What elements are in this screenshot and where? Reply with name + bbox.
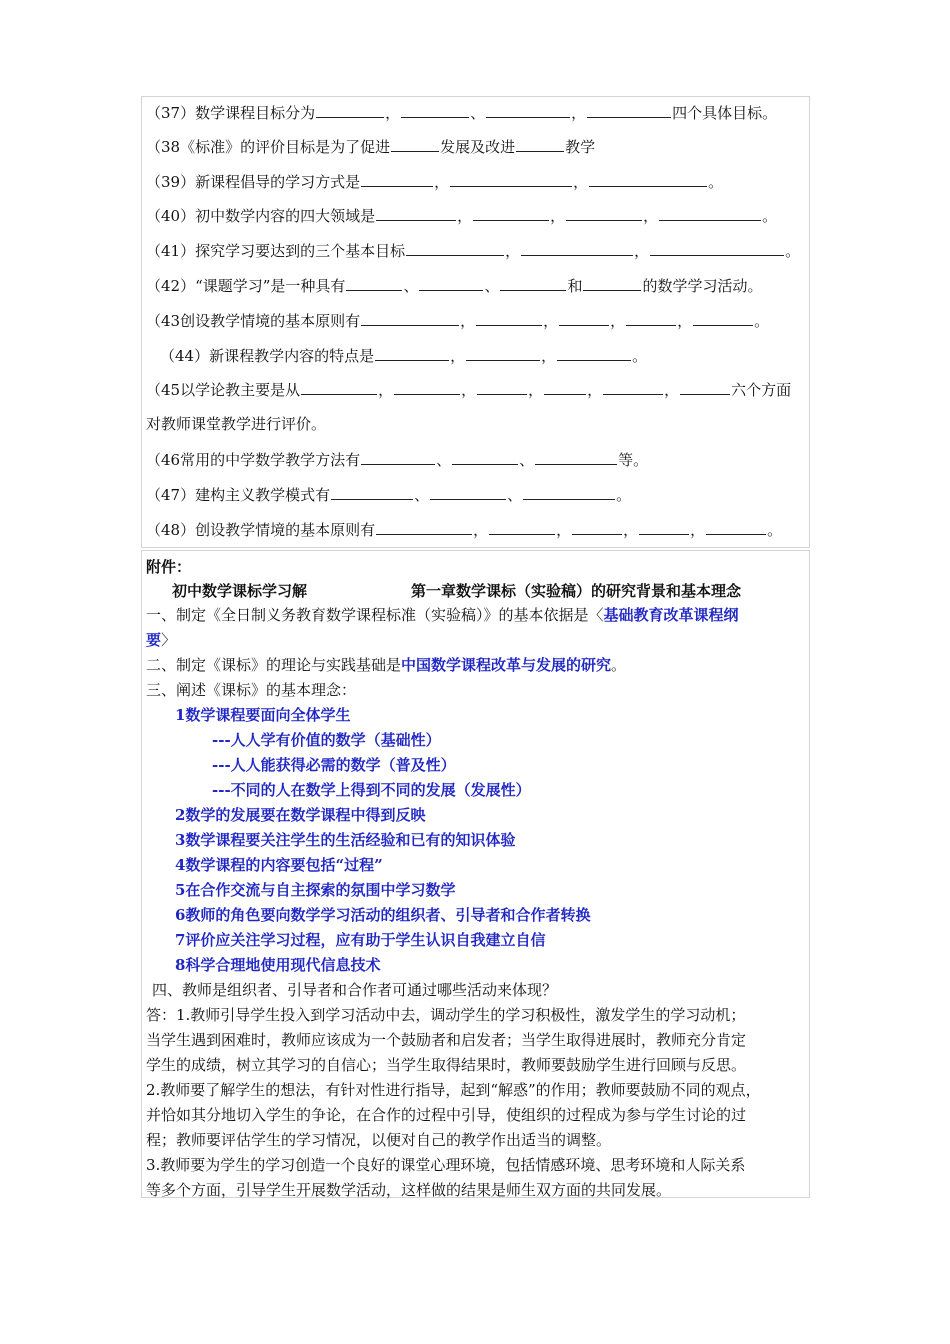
question-text: （45以学论教主要是从 <box>146 381 301 399</box>
answer-blank <box>544 380 586 395</box>
answer-blank <box>572 520 622 535</box>
question-text: 。 <box>632 347 648 365</box>
answer-blank <box>346 276 402 291</box>
idea-5: 5在合作交流与自主探索的氛围中学习数学 <box>175 881 456 899</box>
answer-blank <box>589 172 707 187</box>
answer-line: 学生的成绩，树立其学习的自信心；当学生取得结果时，教师要鼓励学生进行回顾与反思。 <box>146 1056 747 1074</box>
answer-blank <box>639 520 689 535</box>
answer-blank <box>659 206 761 221</box>
item-2-end: 。 <box>611 656 627 674</box>
idea-1-sub-1: ---人人学有价值的数学（基础性） <box>212 731 441 749</box>
question-48 <box>146 520 782 540</box>
answer-blank <box>452 450 518 465</box>
answer-blank <box>430 485 506 500</box>
answer-blank <box>535 450 617 465</box>
item-1-answer-cont: 要 <box>146 631 162 649</box>
question-text: ， <box>664 381 680 399</box>
answer-blank <box>583 276 641 291</box>
question-text: ， <box>505 242 521 260</box>
question-text: ， <box>610 312 626 330</box>
answer-blank <box>394 380 460 395</box>
question-text: ， <box>623 521 639 539</box>
question-38 <box>146 137 595 157</box>
answer-line: 程；教师要评估学生的学习情况，以便对自己的教学作出适当的调整。 <box>146 1131 612 1149</box>
question-text: 。 <box>616 486 632 504</box>
answer-blank <box>477 380 527 395</box>
question-41 <box>146 241 800 261</box>
question-text: 六个方面 <box>731 381 792 399</box>
question-text: （47）建构主义教学模式有 <box>146 486 331 504</box>
question-text: ， <box>556 521 572 539</box>
answer-blank <box>391 137 439 152</box>
answer-blank <box>603 380 663 395</box>
question-text: （42）“课题学习”是一种具有 <box>146 277 346 295</box>
appendix-heading-right: 第一章数学课标（实验稿）的研究背景和基本理念 <box>411 582 742 600</box>
question-text: ， <box>457 207 473 225</box>
answer-blank <box>316 103 384 118</box>
question-text: ， <box>677 312 693 330</box>
question-text: ， <box>460 312 476 330</box>
answer-blank <box>375 346 449 361</box>
question-text: 。 <box>708 173 724 191</box>
question-text: 、 <box>436 451 452 469</box>
question-text: 发展及改进 <box>440 138 516 156</box>
question-text: （41）探究学习要达到的三个基本目标 <box>146 242 406 260</box>
question-text: 。 <box>754 312 770 330</box>
answer-blank <box>587 103 671 118</box>
answer-line: 等多个方面，引导学生开展数学活动，这样做的结果是师生双方面的共同发展。 <box>146 1181 672 1199</box>
item-3: 三、阐述《课标》的基本理念： <box>146 681 357 699</box>
answer-blank <box>693 311 753 326</box>
answer-blank <box>301 380 377 395</box>
question-43 <box>146 311 769 331</box>
answer-line: 当学生遇到困难时，教师应该成为一个鼓励者和启发者；当学生取得进展时，教师充分肯定 <box>146 1031 747 1049</box>
question-40 <box>146 206 777 226</box>
question-text: （46常用的中学数学教学方法有 <box>146 451 361 469</box>
answer-blank <box>473 206 549 221</box>
idea-3: 3数学课程要关注学生的生活经验和已有的知识体验 <box>175 831 516 849</box>
answer-line: 2.教师要了解学生的想法，有针对性进行指导，起到“解惑”的作用；教师要鼓励不同的观点， <box>146 1081 761 1099</box>
item-2 <box>146 655 626 675</box>
answer-blank <box>376 206 456 221</box>
question-text: （37）数学课程目标分为 <box>146 104 316 122</box>
question-text: 。 <box>767 521 783 539</box>
item-1-text: 一、制定《全日制义务教育数学课程标准（实验稿）》的基本依据是〈 <box>146 606 604 624</box>
question-text: ， <box>450 347 466 365</box>
answer-blank <box>521 241 633 256</box>
idea-2: 2数学的发展要在数学课程中得到反映 <box>175 806 426 824</box>
question-45 <box>146 380 791 400</box>
question-47 <box>146 485 631 505</box>
question-text: ， <box>690 521 706 539</box>
question-text: ， <box>571 104 587 122</box>
idea-1-sub-2: ---人人能获得必需的数学（普及性） <box>212 756 456 774</box>
appendix-label: 附件： <box>146 558 192 576</box>
question-text: 、 <box>507 486 523 504</box>
question-text: ， <box>434 173 450 191</box>
question-text: （38《标准》的评价目标是为了促进 <box>146 138 391 156</box>
item-2-answer: 中国数学课程改革与发展的研究 <box>401 656 612 674</box>
question-44 <box>160 346 647 366</box>
question-text: 四个具体目标。 <box>672 104 778 122</box>
question-text: ， <box>378 381 394 399</box>
question-45-cont: 对教师课堂教学进行评价。 <box>146 415 327 433</box>
question-text: ， <box>385 104 401 122</box>
answer-blank <box>476 311 542 326</box>
answer-blank <box>626 311 676 326</box>
question-text: 、 <box>414 486 430 504</box>
question-text: 、 <box>519 451 535 469</box>
answer-blank <box>566 206 642 221</box>
question-text: ， <box>587 381 603 399</box>
question-text: 等。 <box>618 451 649 469</box>
item-1-close: 〉 <box>161 631 177 649</box>
answer-blank <box>466 346 540 361</box>
item-1 <box>146 605 739 625</box>
question-text: ， <box>528 381 544 399</box>
idea-4: 4数学课程的内容要包括“过程” <box>175 856 383 874</box>
answer-blank <box>361 450 435 465</box>
answer-blank <box>650 241 784 256</box>
idea-1-sub-3: ---不同的人在数学上得到不同的发展（发展性） <box>212 781 531 799</box>
answer-blank <box>706 520 766 535</box>
idea-8: 8科学合理地使用现代信息技术 <box>175 956 381 974</box>
question-text: 。 <box>762 207 778 225</box>
answer-blank <box>516 137 564 152</box>
idea-1: 1数学课程要面向全体学生 <box>175 706 351 724</box>
answer-blank <box>680 380 730 395</box>
question-text: 和 <box>567 277 583 295</box>
question-text: （40）初中数学内容的四大领域是 <box>146 207 376 225</box>
question-42 <box>146 276 763 296</box>
answer-blank <box>523 485 615 500</box>
answer-line: 3.教师要为学生的学习创造一个良好的课堂心理环境，包括情感环境、思考环境和人际关系 <box>146 1156 746 1174</box>
answer-blank <box>450 172 572 187</box>
answer-blank <box>500 276 566 291</box>
item-1-cont <box>146 630 176 650</box>
question-text: （48）创设教学情境的基本原则有 <box>146 521 376 539</box>
question-text: ， <box>541 347 557 365</box>
question-text: ， <box>573 173 589 191</box>
question-text: （39）新课程倡导的学习方式是 <box>146 173 361 191</box>
question-text: 。 <box>785 242 801 260</box>
question-text: ， <box>543 312 559 330</box>
item-1-answer: 基础教育改革课程纲 <box>603 606 739 624</box>
answer-blank <box>361 311 459 326</box>
question-39 <box>146 172 723 192</box>
question-text: ， <box>461 381 477 399</box>
answer-blank <box>419 276 483 291</box>
idea-7: 7评价应关注学习过程，应有助于学生认识自我建立自信 <box>175 931 546 949</box>
question-text: （43创设教学情境的基本原则有 <box>146 312 361 330</box>
answer-blank <box>559 311 609 326</box>
question-text: （44）新课程教学内容的特点是 <box>160 347 375 365</box>
idea-6: 6教师的角色要向数学学习活动的组织者、引导者和合作者转换 <box>175 906 591 924</box>
answer-blank <box>376 520 472 535</box>
answer-blank <box>401 103 469 118</box>
answer-blank <box>557 346 631 361</box>
question-46 <box>146 450 648 470</box>
question-text: 的数学学习活动。 <box>642 277 763 295</box>
question-text: ， <box>550 207 566 225</box>
item-2-text: 二、制定《课标》的理论与实践基础是 <box>146 656 402 674</box>
answer-line: 答：1.教师引导学生投入到学习活动中去，调动学生的学习积极性，激发学生的学习动机； <box>146 1006 746 1024</box>
question-37 <box>146 103 777 123</box>
question-text: ， <box>643 207 659 225</box>
appendix-heading-left: 初中数学课标学习解 <box>172 582 308 600</box>
question-text: 、 <box>484 277 500 295</box>
answer-blank <box>486 103 570 118</box>
question-text: 、 <box>470 104 486 122</box>
answer-blank <box>331 485 413 500</box>
item-4: 四、教师是组织者、引导者和合作者可通过哪些活动来体现？ <box>152 981 558 999</box>
question-text: 、 <box>403 277 419 295</box>
answer-blank <box>489 520 555 535</box>
question-text: ， <box>634 242 650 260</box>
answer-line: 并恰如其分地切入学生的争论，在合作的过程中引导，使组织的过程成为参与学生讨论的过 <box>146 1106 747 1124</box>
answer-blank <box>361 172 433 187</box>
question-text: ， <box>473 521 489 539</box>
answer-blank <box>406 241 504 256</box>
question-text: 教学 <box>565 138 596 156</box>
